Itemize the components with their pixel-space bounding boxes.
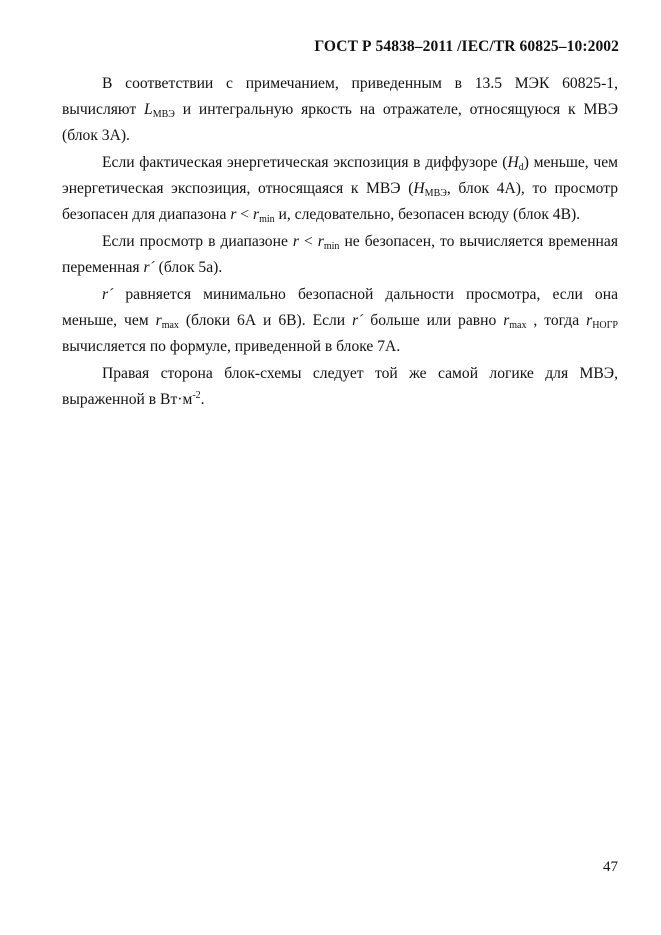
symbol: r — [253, 206, 260, 223]
text: Если фактическая энергетическая экспозиция в диффузоре ( — [102, 154, 508, 171]
symbol: r — [503, 312, 510, 329]
text: Правая сторона блок-схемы следует той же самой логике для МВЭ, выраженной в Вт·м — [62, 365, 618, 408]
text: , тогда — [526, 312, 587, 329]
subscript: МВЭ — [424, 188, 447, 199]
text: Если просмотр в диапазоне — [102, 233, 293, 250]
subscript: max — [509, 320, 527, 331]
subscript: МВЭ — [152, 109, 175, 120]
symbol: r — [292, 233, 299, 250]
paragraph-1 — [62, 71, 618, 149]
symbol: H — [507, 154, 519, 171]
text: вычисляется по формуле, приведенной в блоке 7А. — [62, 338, 401, 355]
text: больше или равно — [363, 312, 504, 329]
text: В соответствии с примечанием, приведенным в 13.5 МЭК 60825-1, вычисляют — [62, 75, 618, 118]
paragraph-2 — [62, 150, 618, 228]
subscript: min — [259, 214, 275, 225]
text: не безопасен, то вычисляется временная переменная — [62, 233, 618, 276]
subscript: d — [518, 162, 524, 173]
text: и интегральную яркость на отражателе, относящуюся к МВЭ (блок 3А). — [62, 101, 619, 144]
symbol: r´ — [102, 286, 114, 303]
page-number: 47 — [603, 859, 618, 875]
text: . — [200, 391, 205, 408]
subscript: min — [323, 241, 340, 252]
text: равняется минимально безопасной дальности просмотра, если она меньше, чем — [62, 286, 618, 329]
text: (блок 5а). — [154, 259, 223, 276]
document-body — [62, 71, 618, 414]
symbol: L — [144, 101, 153, 118]
superscript: -2 — [192, 390, 201, 401]
symbol: r´ — [352, 312, 364, 329]
symbol: r´ — [143, 259, 155, 276]
paragraph-4 — [62, 282, 618, 360]
symbol: r — [230, 206, 237, 223]
text: < — [236, 206, 253, 223]
symbol: r — [586, 312, 593, 329]
subscript: НОГР — [592, 320, 618, 331]
subscript: max — [161, 320, 179, 331]
text: (блоки 6А и 6В). Если — [178, 312, 353, 329]
text: ) меньше, чем энергетическая экспозиция, относящаяся к МВЭ ( — [62, 154, 618, 197]
paragraph-3 — [62, 229, 618, 281]
symbol: H — [413, 180, 425, 197]
text: < — [298, 233, 318, 250]
symbol: r — [155, 312, 162, 329]
document-header: ГОСТ Р 54838–2011 /IEC/TR 60825–10:2002 — [314, 38, 619, 55]
text: , блок 4А), то просмотр безопасен для диапазона — [62, 180, 618, 223]
symbol: r — [317, 233, 324, 250]
text: и, следовательно, безопасен всюду (блок 4В). — [274, 206, 581, 223]
paragraph-5 — [62, 361, 618, 413]
